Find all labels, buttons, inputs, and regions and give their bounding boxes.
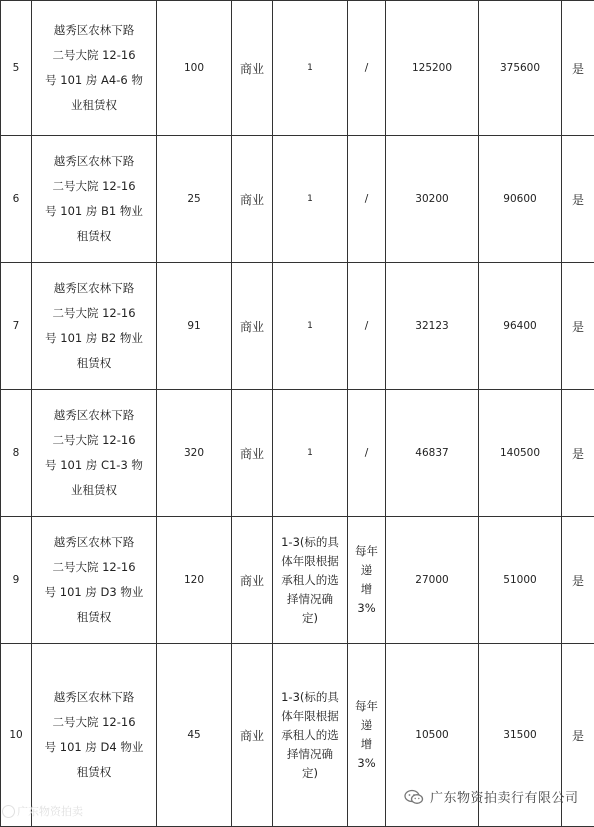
- lot-number: 10: [1, 644, 32, 827]
- area-value: 91: [157, 263, 232, 390]
- table-row: [1, 517, 594, 644]
- camera-icon: [2, 805, 15, 818]
- starting-price: 32123: [386, 263, 479, 390]
- lot-number: 5: [1, 1, 32, 136]
- rent-increase: /: [348, 390, 386, 517]
- table-row: [1, 136, 594, 263]
- rent-increase: 每年递 增 3%: [348, 517, 386, 644]
- starting-price: 30200: [386, 136, 479, 263]
- usage-type: 商业: [232, 644, 273, 827]
- rent-increase: /: [348, 1, 386, 136]
- deposit-amount: 140500: [479, 390, 562, 517]
- rent-increase: /: [348, 136, 386, 263]
- eligibility-flag: 是: [562, 390, 594, 517]
- usage-type: 商业: [232, 263, 273, 390]
- usage-type: 商业: [232, 517, 273, 644]
- area-value: 320: [157, 390, 232, 517]
- table-row: [1, 390, 594, 517]
- property-address: 越秀区农林下路 二号大院 12-16 号 101 房 B1 物业 租赁权: [32, 136, 157, 263]
- lot-number: 9: [1, 517, 32, 644]
- area-value: 120: [157, 517, 232, 644]
- lease-term: 1: [273, 263, 348, 390]
- eligibility-flag: 是: [562, 263, 594, 390]
- lease-term: 1-3(标的具 体年限根据 承租人的选 择情况确 定): [273, 644, 348, 827]
- rent-increase: /: [348, 263, 386, 390]
- lease-term: 1: [273, 1, 348, 136]
- property-address: 越秀区农林下路 二号大院 12-16 号 101 房 D4 物业 租赁权: [32, 644, 157, 827]
- lease-term: 1: [273, 136, 348, 263]
- lot-number: 8: [1, 390, 32, 517]
- eligibility-flag: 是: [562, 644, 594, 827]
- watermark-left: [2, 803, 83, 819]
- area-value: 100: [157, 1, 232, 136]
- property-address: 越秀区农林下路 二号大院 12-16 号 101 房 A4-6 物 业租赁权: [32, 1, 157, 136]
- eligibility-flag: 是: [562, 136, 594, 263]
- company-name: 广东物资拍卖行有限公司: [430, 787, 579, 806]
- deposit-amount: 31500: [479, 644, 562, 827]
- usage-type: 商业: [232, 136, 273, 263]
- usage-type: 商业: [232, 390, 273, 517]
- lease-term: 1-3(标的具 体年限根据 承租人的选 择情况确 定): [273, 517, 348, 644]
- deposit-amount: 96400: [479, 263, 562, 390]
- table-row: [1, 1, 594, 136]
- table-row: [1, 263, 594, 390]
- starting-price: 46837: [386, 390, 479, 517]
- lot-number: 6: [1, 136, 32, 263]
- property-address: 越秀区农林下路 二号大院 12-16 号 101 房 C1-3 物 业租赁权: [32, 390, 157, 517]
- watermark-left-text: 广东物资拍卖: [17, 803, 83, 819]
- lot-number: 7: [1, 263, 32, 390]
- rent-increase: 每年递 增 3%: [348, 644, 386, 827]
- wechat-icon: [404, 789, 424, 805]
- deposit-amount: 90600: [479, 136, 562, 263]
- area-value: 25: [157, 136, 232, 263]
- property-address: 越秀区农林下路 二号大院 12-16 号 101 房 D3 物业 租赁权: [32, 517, 157, 644]
- area-value: 45: [157, 644, 232, 827]
- property-address: 越秀区农林下路 二号大院 12-16 号 101 房 B2 物业 租赁权: [32, 263, 157, 390]
- starting-price: 27000: [386, 517, 479, 644]
- watermark-right: [404, 787, 579, 806]
- lease-term: 1: [273, 390, 348, 517]
- deposit-amount: 375600: [479, 1, 562, 136]
- deposit-amount: 51000: [479, 517, 562, 644]
- usage-type: 商业: [232, 1, 273, 136]
- eligibility-flag: 是: [562, 517, 594, 644]
- eligibility-flag: 是: [562, 1, 594, 136]
- starting-price: 125200: [386, 1, 479, 136]
- starting-price: 10500: [386, 644, 479, 827]
